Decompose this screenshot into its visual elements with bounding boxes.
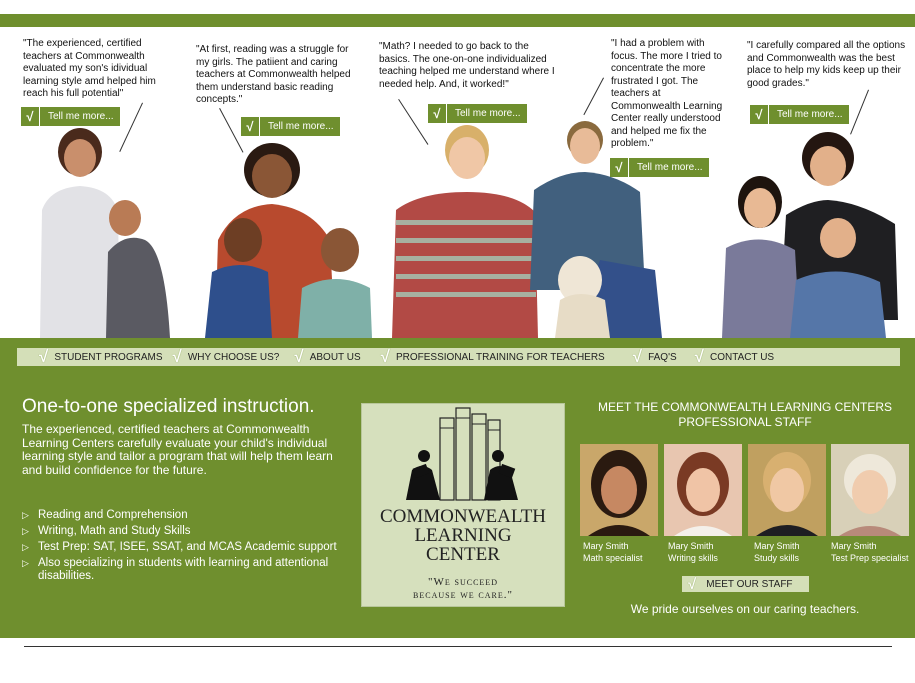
checkmark-icon: √: [688, 575, 697, 593]
top-accent-bar: [0, 14, 915, 27]
staff-photo-3[interactable]: [748, 444, 826, 536]
nav-faqs[interactable]: √ FAQ'S: [632, 347, 677, 366]
staff-heading: MEET THE COMMONWEALTH LEARNING CENTERS PROFESSIONAL STAFF: [597, 400, 893, 429]
staff-caption-4: Mary Smith Test Prep specialist: [831, 541, 909, 563]
triangle-bullet-icon: ▷: [22, 558, 29, 568]
main-nav: [17, 348, 900, 366]
testimonial-quote-5: "I carefully compared all the options and Commonwealth was the best place to help my kids keep up their good grades.": [747, 40, 906, 89]
staff-tagline: We pride ourselves on our caring teachers.: [630, 602, 860, 616]
checkmark-icon: √: [380, 347, 390, 366]
checkmark-icon: √: [241, 117, 260, 136]
list-item: ▷ Also specializing in students with learning and attentional disabilities.: [22, 557, 329, 582]
triangle-bullet-icon: ▷: [22, 542, 29, 552]
testimonial-quote-1: "The experienced, certified teachers at Commonwealth evaluated my son's idividual learning style amd helped him reach his full potential": [23, 38, 156, 99]
logo-line-3: CENTER: [426, 544, 500, 565]
checkmark-icon: √: [694, 347, 705, 366]
checkmark-icon: √: [632, 347, 643, 366]
checkmark-icon: √: [39, 347, 49, 366]
families-photo: [0, 120, 915, 338]
nav-why-choose-us[interactable]: √ WHY CHOOSE US?: [172, 347, 280, 366]
intro-paragraph: The experienced, certified teachers at Commonwealth Learning Centers carefully evaluate your child's individual learning style and tailor a program that will help them learn and build confidence for the future.: [22, 422, 333, 477]
logo: [361, 403, 565, 607]
families-illustration: [0, 120, 915, 338]
checkmark-icon: √: [294, 347, 304, 366]
list-item: ▷ Reading and Comprehension: [22, 509, 188, 521]
tell-me-more-button-3[interactable]: √ Tell me more...: [428, 104, 527, 123]
logo-tagline-2: because we care.": [413, 589, 513, 601]
checkmark-icon: √: [428, 104, 447, 123]
staff-photo-4[interactable]: [831, 444, 909, 536]
nav-about-us[interactable]: √ ABOUT US: [294, 347, 361, 366]
list-item: ▷ Test Prep: SAT, ISEE, SSAT, and MCAS Academic support: [22, 541, 337, 553]
testimonial-quote-3: "Math? I needed to go back to the basics. The one-on-one individualized teaching helped me understand where I needed help. And, it worked!": [379, 41, 555, 90]
quote-leader-line: [583, 78, 604, 116]
portrait: [831, 444, 909, 536]
testimonial-quote-4: "I had a problem with focus. The more I tried to concentrate the more frustrated I got. The teachers at Commonwealth Learning Center really understood and helped me fix the problem.": [611, 38, 723, 149]
meet-our-staff-button[interactable]: √ MEET OUR STAFF: [682, 576, 809, 592]
portrait: [664, 444, 742, 536]
testimonial-quote-2: "At first, reading was a struggle for my girls. The patiient and caring teachers at Commonwealth helped them understand basic reading concepts.": [196, 44, 351, 105]
page-headline: One-to-one specialized instruction.: [22, 396, 315, 417]
tell-me-more-button-5[interactable]: √ Tell me more...: [750, 105, 849, 124]
triangle-bullet-icon: ▷: [22, 510, 29, 520]
nav-student-programs[interactable]: √ STUDENT PROGRAMS: [39, 347, 163, 366]
portrait: [748, 444, 826, 536]
checkmark-icon: √: [610, 158, 629, 177]
tell-me-more-button-1[interactable]: √ Tell me more...: [21, 107, 120, 126]
triangle-bullet-icon: ▷: [22, 526, 29, 536]
staff-photo-1[interactable]: [580, 444, 658, 536]
nav-professional-training[interactable]: √ PROFESSIONAL TRAINING FOR TEACHERS: [380, 347, 605, 366]
staff-photo-2[interactable]: [664, 444, 742, 536]
checkmark-icon: √: [21, 107, 40, 126]
nav-contact-us[interactable]: √ CONTACT US: [694, 347, 775, 366]
program-list: [22, 507, 352, 582]
staff-caption-1: Mary Smith Math specialist: [583, 541, 643, 563]
tell-me-more-button-4[interactable]: √ Tell me more...: [610, 158, 709, 177]
staff-caption-3: Mary Smith Study skills: [754, 541, 800, 563]
logo-tagline-1: "We succeed: [428, 576, 498, 588]
checkmark-icon: √: [750, 105, 769, 124]
list-item: ▷ Writing, Math and Study Skills: [22, 525, 191, 537]
logo-line-1: COMMONWEALTH: [379, 506, 547, 527]
footer-divider: [24, 646, 892, 647]
tell-me-more-button-2[interactable]: √ Tell me more...: [241, 117, 340, 136]
staff-caption-2: Mary Smith Writing skills: [668, 541, 718, 563]
portrait: [580, 444, 658, 536]
checkmark-icon: √: [172, 347, 182, 366]
books-readers-icon: [362, 404, 564, 504]
logo-line-2: LEARNING: [414, 525, 512, 546]
